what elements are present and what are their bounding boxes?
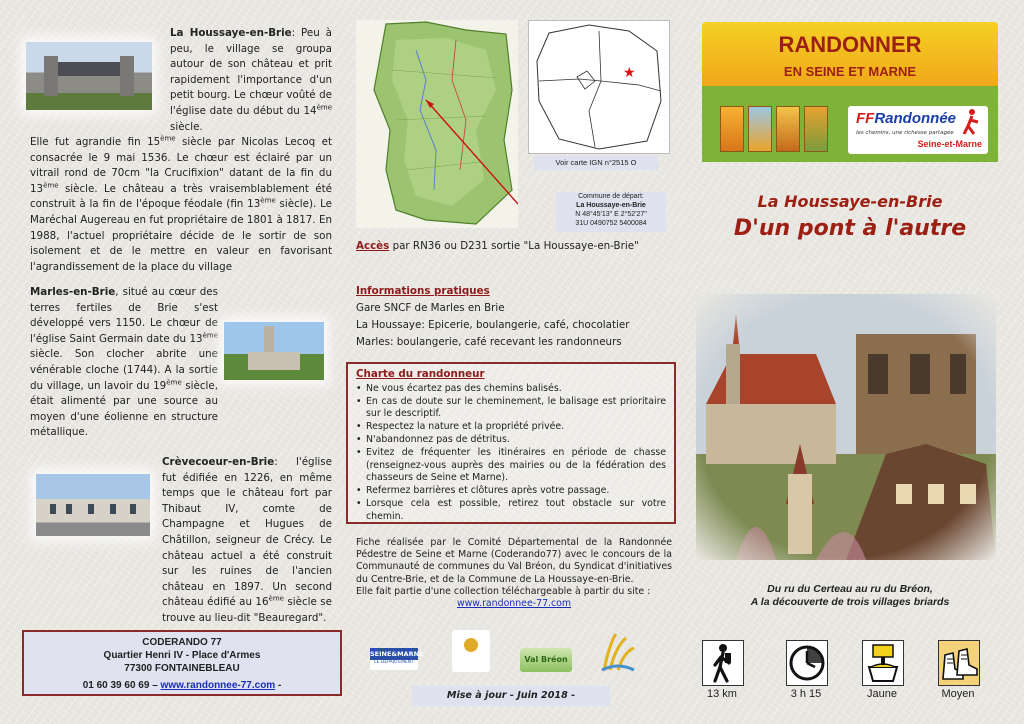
- address-org: CODERANDO 77: [142, 637, 222, 648]
- region-inset-map: [528, 20, 670, 154]
- place-title: La Houssaye-en-Brie: [757, 192, 943, 211]
- credits-text: Fiche réalisée par le Comité Départemental de la Randonnée Pédestre de Seine et Marne (Coderando77) avec le concours de la Communauté de communes du Val Bréon, du Syndicat d'initiatives du Centre-Brie, et de la Commune de La Houssaye-en-Brie. Elle fait partie d'une collection téléchargeable à partir du site : www.randonnee-77.com: [356, 537, 672, 610]
- route-map-svg: [356, 20, 518, 228]
- partner-logos: [356, 630, 676, 678]
- guidebook-cover: [748, 106, 772, 152]
- departure-place: La Houssaye-en-Brie: [576, 202, 646, 209]
- practical-info-item: Gare SNCF de Marles en Brie: [356, 302, 505, 314]
- address-city: 77300 FONTAINEBLEAU: [124, 663, 240, 674]
- housseye-name: La Houssaye-en-Brie: [170, 27, 292, 39]
- marles-text: Marles-en-Brie, situé au cœur des terres fertiles de Brie s'est développé vers 1150. Le chœur de l'église Saint Germain date du 13ème siècle. Son clocher abrite une vénérable cloche (1744). A la sortie du village, un lavoir du 19ème siècle, était alimenté par une source au moyen d'une éolienne en structure métallique.: [30, 286, 218, 439]
- marking-paint-icon: [862, 640, 904, 686]
- banner-title: RANDONNER: [778, 32, 922, 57]
- distance-hiker-icon: [702, 640, 744, 686]
- hiker-charter-box: [346, 362, 676, 524]
- marking-value: Jaune: [867, 688, 897, 700]
- hiker-logo-icon: [960, 108, 982, 136]
- commune-logo: [600, 632, 636, 672]
- header-banner: [702, 22, 998, 162]
- address-box: CODERANDO 77 Quartier Henri IV - Place d'Armes 77300 FONTAINEBLEAU 01 60 39 60 69 – www.randonnee-77.com -: [22, 630, 342, 696]
- banner-subtitle: EN SEINE ET MARNE: [783, 64, 917, 79]
- access-label: Accès: [356, 240, 390, 252]
- val-breon-logo: Val Bréon: [520, 648, 572, 672]
- charter-item: • Evitez de fréquenter les itinéraires en période de chasse (renseignez-vous auprès des mairies ou de la fédération des chasseurs de Seine et Marne).: [356, 447, 666, 485]
- duration-value: 3 h 15: [790, 688, 822, 700]
- charter-item: • Refermez barrières et clôtures après votre passage.: [356, 485, 666, 498]
- practical-info-item: Marles: boulangerie, café recevant les randonneurs: [356, 336, 622, 348]
- departure-box: Commune de départ: La Houssaye-en-Brie N 48°45'13" E 2°52'27" 31U 0490752 5400084: [556, 192, 666, 232]
- charter-title: Charte du randonneur: [356, 368, 485, 380]
- seine-marne-logo: SEINE&MARNE LE DÉPARTEMENT: [370, 648, 418, 670]
- guidebook-cover: [720, 106, 744, 152]
- access-info: Accès par RN36 ou D231 sortie "La Houssaye-en-Brie": [356, 240, 639, 252]
- ign-map-reference: Voir carte IGN n°2515 O: [534, 156, 658, 170]
- charter-item: • Lorsque cela est possible, retirez tout obstacle sur votre chemin.: [356, 498, 666, 524]
- villages-photo-collage: [696, 294, 996, 560]
- charter-item: • N'abandonnez pas de détritus.: [356, 434, 666, 447]
- marles-name: Marles-en-Brie: [30, 286, 116, 298]
- route-map: [356, 20, 518, 228]
- practical-info-item: La Houssaye: Epicerie, boulangerie, café, chocolatier: [356, 319, 630, 331]
- chateau-photo: [26, 42, 152, 110]
- charter-list: [356, 383, 666, 524]
- crevecoeur-townhall-photo: [36, 474, 150, 536]
- guidebook-cover: [776, 106, 800, 152]
- marles-church-photo: [224, 322, 324, 380]
- housseye-intro: La Houssaye-en-Brie: Peu à peu, le village se groupa autour de son château et prit rapidement l'importance d'un petit bourg. Le chœur voûté de l'église date du début du 14ème siècle.: [170, 27, 332, 133]
- practical-info-title: Informations pratiques: [356, 285, 490, 297]
- update-date: Mise à jour - Juin 2018 -: [412, 686, 610, 706]
- route-title: D'un pont à l'autre: [733, 216, 967, 241]
- syndicat-logo: [452, 630, 490, 672]
- address-website-link[interactable]: www.randonnee-77.com: [160, 680, 276, 691]
- housseye-history: Elle fut agrandie fin 15ème siècle par Nicolas Lecoq et consacrée le 9 mai 1536. Le chœur est éclairé par un vitrail rond de 70cm "la Crucifixion" datant de la fin du 13ème siècle. Le château a très vraisemblablement été construit à la fin de l'époque féodale (fin 13ème siècle). Le Maréchal Augereau en fut propriétaire de 1801 à 1817. En 1988, l'actuel propriétaire décide de le sortir de son isolement et de le mettre en valeur en favorisant l'agrandissement de la place du village: [30, 134, 332, 273]
- crevecoeur-text: Crèvecoeur-en-Brie: l'église fut édifiée en 1226, en même temps que le château fort par Thibaut IV, comte de Champagne et Hugues de Châtillon, seigneur de Crécy. Le château actuel a été construit sur les ruines de l'ancien château en 1897. Un second château édifié au 16ème siècle se trouve au lieu-dit "Beauregard".: [162, 456, 332, 624]
- address-phone: 01 60 39 60 69 –: [82, 680, 161, 691]
- charter-item: • Ne vous écartez pas des chemins balisés.: [356, 383, 666, 396]
- difficulty-value: Moyen: [941, 688, 975, 700]
- address-street: Quartier Henri IV - Place d'Armes: [103, 650, 261, 661]
- difficulty-boots-icon: [938, 640, 980, 686]
- guidebook-cover: [804, 106, 828, 152]
- charter-item: • Respectez la nature et la propriété privée.: [356, 421, 666, 434]
- charter-item: • En cas de doute sur le cheminement, le balisage est prioritaire sur le descriptif.: [356, 396, 666, 422]
- route-subtitle: Du ru du Certeau au ru du Bréon, A la découverte de trois villages briards: [750, 583, 950, 608]
- ffrandonnee-logo: FFRandonnée les chemins, une richesse partagée Seine-et-Marne: [848, 106, 988, 154]
- distance-value: 13 km: [707, 688, 737, 700]
- duration-clock-icon: [786, 640, 828, 686]
- location-star-icon: ★: [623, 65, 636, 81]
- collection-website-link[interactable]: www.randonnee-77.com: [456, 598, 572, 610]
- crevecoeur-name: Crèvecoeur-en-Brie: [162, 456, 275, 468]
- practical-info: [356, 283, 676, 351]
